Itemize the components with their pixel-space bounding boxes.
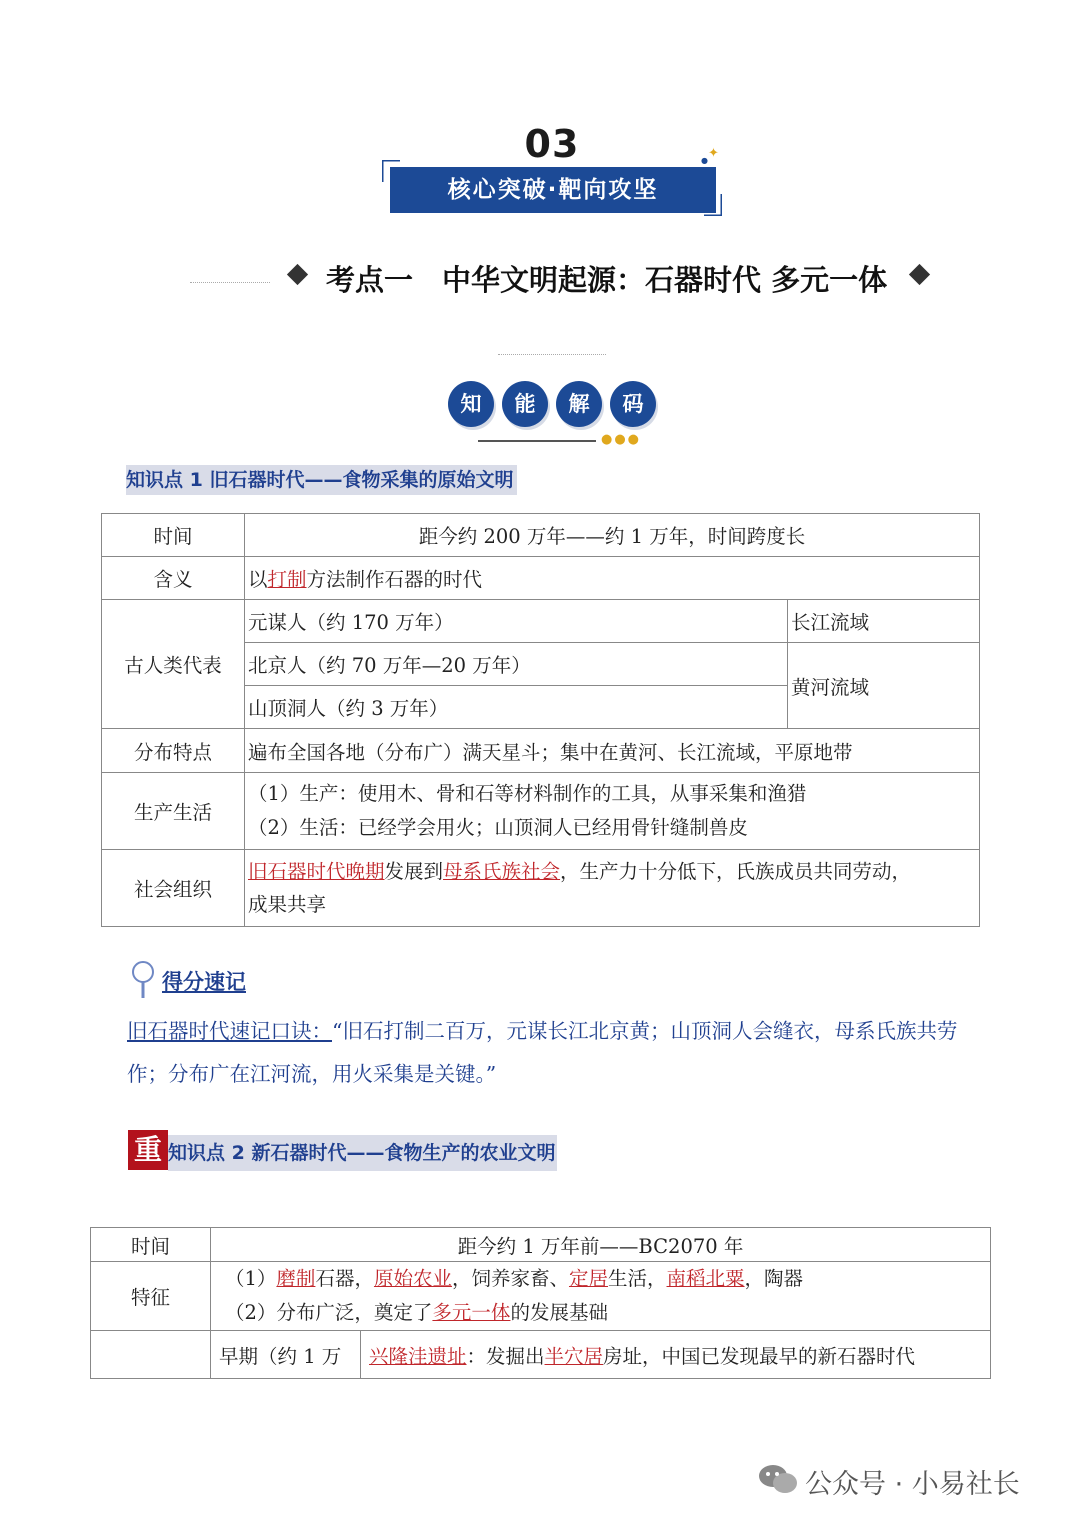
exam-point-title: 考点一 中华文明起源：石器时代 多元一体 [326, 263, 888, 297]
decode-char-2: 能 [502, 381, 548, 427]
mnemonic-lead: 旧石器时代速记口诀： [127, 1019, 332, 1043]
decode-underline [478, 440, 596, 442]
people-item: 北京人（约 70 万年—20 万年） [245, 643, 788, 686]
key-term: 兴隆洼遗址 [369, 1344, 467, 1368]
kp2-feature-label: 特征 [91, 1262, 211, 1331]
dots-icon: ●●● [601, 432, 642, 447]
people-item: 山顶洞人（约 3 万年） [245, 686, 788, 729]
org-label: 社会组织 [102, 850, 245, 927]
basin-value: 黄河流域 [788, 643, 980, 729]
divider-left [190, 282, 270, 283]
life-line-2: （2）生活：已经学会用火；山顶洞人已经用骨针缝制兽皮 [248, 816, 748, 839]
life-line-1: （1）生产：使用木、骨和石等材料制作的工具，从事采集和渔猎 [248, 782, 807, 805]
time-value: 距今约 200 万年——约 1 万年，时间跨度长 [245, 514, 980, 557]
key-term: 打制 [267, 568, 307, 591]
key-term: 南稻北粟 [666, 1267, 745, 1290]
kp2-early-label: 早期（约 1 万 [211, 1331, 361, 1379]
people-label: 古人类代表 [102, 600, 245, 729]
basin-value: 长江流域 [788, 600, 980, 643]
wechat-icon [758, 1462, 798, 1496]
kp1-title: 知识点 1 旧石器时代——食物采集的原始文明 [126, 465, 517, 495]
section-number: 03 [524, 122, 580, 166]
meaning-value: 以打制方法制作石器的时代 [245, 557, 980, 600]
sparkle-dot-icon: ● [701, 156, 708, 165]
kp2-site-value: 兴隆洼遗址：发掘出半穴居房址，中国已发现最早的新石器时代 [361, 1331, 991, 1379]
key-term: 磨制 [276, 1267, 316, 1290]
score-tip-title: 得分速记 [162, 969, 246, 994]
kp2-table [90, 1227, 991, 1379]
key-badge: 重 [128, 1130, 168, 1170]
kp2-time-label: 时间 [91, 1228, 211, 1262]
key-term: 旧石器时代晚期 [248, 860, 385, 883]
diamond-icon-left [287, 264, 308, 285]
key-term: 半穴居 [544, 1344, 604, 1368]
kp2-title: 知识点 2 新石器时代——食物生产的农业文明 [168, 1135, 557, 1171]
sparkle-icon: ✦ [708, 146, 719, 161]
dist-value: 遍布全国各地（分布广）满天星斗；集中在黄河、长江流域，平原地带 [245, 729, 980, 773]
kp2-time-value: 距今约 1 万年前——BC2070 年 [211, 1228, 991, 1262]
meaning-label: 含义 [102, 557, 245, 600]
mnemonic-text: 旧石器时代速记口诀：“旧石打制二百万，元谋长江北京黄；山顶洞人会缝衣，母系氏族共劳作；分布广在江河流，用火采集是关键。” [127, 1019, 958, 1086]
dist-label: 分布特点 [102, 729, 245, 773]
life-value [245, 773, 980, 850]
magnifier-icon [130, 960, 156, 1000]
decode-char-1: 知 [448, 381, 494, 427]
kp2-feature-value: （1）磨制石器，原始农业，饲养家畜、定居生活，南稻北粟，陶器 （2）分布广泛，奠定了多元一体的发展基础 [211, 1262, 991, 1331]
key-term: 多元一体 [432, 1301, 511, 1324]
time-label: 时间 [102, 514, 245, 557]
watermark: 公众号 · 小易社长 [805, 1469, 1020, 1500]
diamond-icon-right [909, 264, 930, 285]
kp2-empty-cell [91, 1331, 211, 1379]
kp1-table [101, 513, 980, 927]
life-label: 生产生活 [102, 773, 245, 850]
key-term: 定居 [568, 1267, 608, 1290]
section-banner: 核心突破·靶向攻坚 [390, 167, 716, 213]
divider-top [498, 354, 606, 355]
key-term: 母系氏族社会 [443, 860, 561, 883]
decode-char-3: 解 [556, 381, 602, 427]
decode-char-4: 码 [610, 381, 656, 427]
people-item: 元谋人（约 170 万年） [245, 600, 788, 643]
org-value: 旧石器时代晚期发展到母系氏族社会，生产力十分低下，氏族成员共同劳动， 成果共享 [245, 850, 980, 927]
key-term: 原始农业 [373, 1267, 452, 1290]
